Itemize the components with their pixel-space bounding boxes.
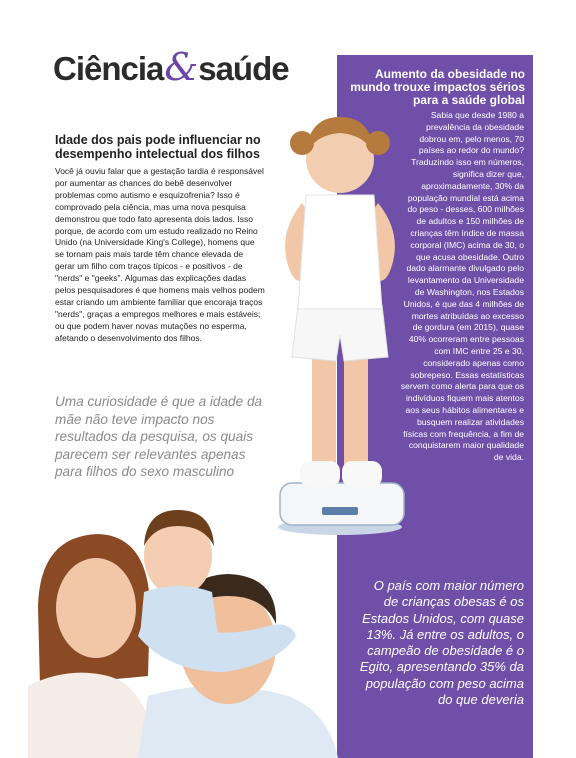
woman-blouse (28, 673, 158, 758)
masthead-word-ciencia: Ciência (53, 50, 164, 87)
article-body: Você já ouviu falar que a gestação tardia é responsável por aumentar as chances do bebê desenvolver problemas como autismo e esquizofrenia? Isso é comprovado pela ciência, mas uma nova pesquisa demonstrou que todo fato apresenta dois lados. Isso porque, de acordo com um estudo realizado no Reino Unido (na Universidade King's College), homens que se tornam pais mais tarde têm chance elevada de gerar um filho com traços típicos - e positivos - de "nerds" e "geeks". Algumas das explicações dadas pelos pesquisadores é que homens mais velhos podem estar criando um ambiente familiar que encoraja traços "nerds", graças a empregos melhores e mais estáveis; ou que podem haver novas mutações no esperma, afetando o desenvolvimento dos filhos. (55, 166, 265, 343)
sidebar-body: Sabia que desde 1980 a prevalência da obesidade dobrou em, pelo menos, 70 países ao redor do mundo? Traduzindo isso em números, significa dizer que, aproximadamente, 30% da população mundial está acima do peso - desses, 600 milhões de adultos e 150 milhões de crianças têm índice de massa corporal (IMC) acima de 30, o que acusa obesidade. Outro dado alarmante divulgado pelo levantamento da Universidade de Washington, nos Estados Unidos, é que das 4 milhões de mortes atribuídas ao excesso de gordura (em 2015), quase 40% ocorreram entre pessoas com IMC entre 25 e 30, considerado apenas como sobrepeso. Essas estatísticas servem como alerta para que os indivíduos fiquem mais atentos aos seus hábitos alimentares e busquem realizar atividades físicas com frequência, a fim de conquistarem maior qualidade de vida. (400, 110, 524, 463)
article-title: Idade dos pais pode influenciar no desempenho intelectual dos filhos (55, 133, 261, 161)
family-photo (28, 496, 358, 758)
girl-on-scale-photo (270, 95, 410, 545)
sidebar-title: Aumento da obesidade no mundo trouxe impactos sérios para a saúde global (350, 67, 525, 107)
masthead-word-saude: saúde (198, 50, 289, 87)
boy-body (140, 586, 218, 636)
girl-right-sock (342, 461, 382, 487)
section-masthead (53, 47, 289, 89)
article-pull-quote: Uma curiosidade é que a idade da mãe não teve impacto nos resultados da pesquisa, os quais parecem ser relevantes apenas para filhos do sexo masculino (55, 394, 263, 479)
girl-left-sock (300, 461, 340, 487)
girl-right-pigtail (366, 131, 390, 155)
girl-shorts (292, 305, 388, 361)
girl-right-leg (344, 345, 368, 475)
masthead-ampersand: & (164, 45, 198, 89)
woman-face (56, 558, 136, 658)
girl-left-leg (312, 345, 336, 475)
girl-tank-top (298, 195, 382, 309)
girl-left-pigtail (290, 131, 314, 155)
sidebar-quote: O país com maior número de crianças obesas é os Estados Unidos, com quase 13%. Já entre os adultos, o campeão de obesidade é o Egito, apresentando 35% da população com peso acima do que deveria (359, 578, 524, 708)
